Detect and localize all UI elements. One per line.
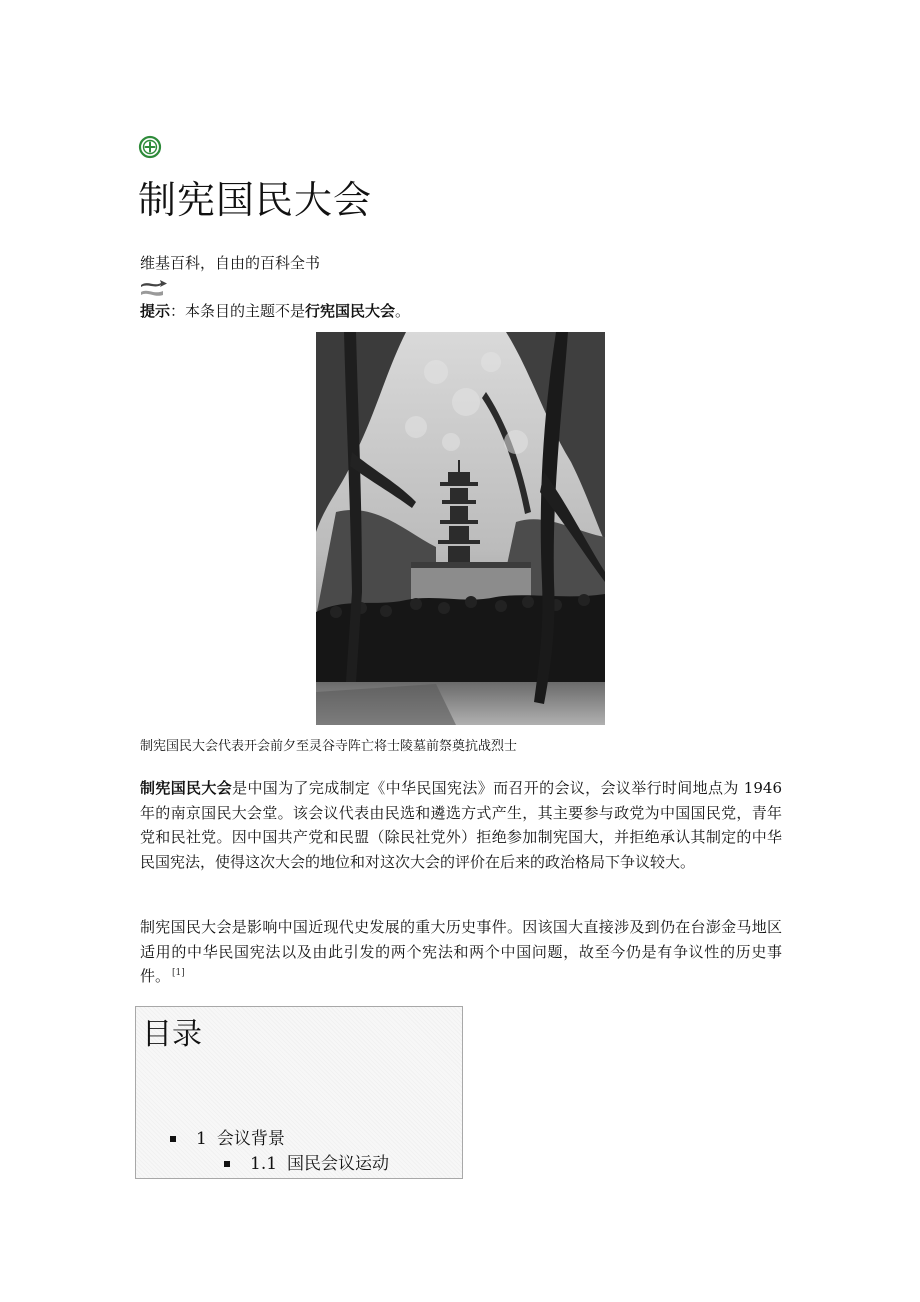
disambiguation-hint (140, 301, 410, 321)
hint-text: ：本条目的主题不是 (170, 302, 306, 320)
intro-paragraph (140, 776, 782, 874)
second-paragraph (140, 915, 782, 989)
toc-bullet (224, 1161, 230, 1167)
table-of-contents (135, 1006, 463, 1179)
toc-item-text (250, 1154, 389, 1174)
hint-suffix: 。 (395, 302, 411, 320)
disambiguation-arrows-icon (139, 277, 169, 299)
toc-item-number: 1 (196, 1129, 207, 1149)
intro-text: 是中国为了完成制定《中华民国宪法》而召开的会议，会议举行时间地点为 1946 年的南京国民大会堂。该会议代表由民选和遴选方式产生，其主要参与政党为中国国民党，青年党和民社党。因中国共产党和民盟（除民社党外）拒绝参加制宪国大，并拒绝承认其制定的中华民国宪法，使得这次大会的地位和对这次大会的评价在后来的政治格局下争议较大。 (140, 779, 782, 871)
second-text: 制宪国民大会是影响中国近现代史发展的重大历史事件。因该国大直接涉及到仍在台澎金马地区适用的中华民国宪法以及由此引发的两个宪法和两个中国问题，故至今仍是有争议性的历史事件。 (140, 918, 782, 985)
reference-link[interactable]: [1] (172, 968, 185, 978)
green-circle-plus-icon[interactable] (138, 135, 162, 159)
hint-link[interactable]: 行宪国民大会 (305, 302, 396, 320)
hint-label: 提示 (140, 302, 171, 320)
toc-item-label: 会议背景 (216, 1129, 285, 1149)
toc-bullet (170, 1136, 176, 1142)
photo-caption: 制宪国民大会代表开会前夕至灵谷寺阵亡将士陵墓前祭奠抗战烈士 (140, 739, 518, 754)
toc-title: 目录 (142, 1017, 202, 1052)
toc-subitem[interactable] (224, 1153, 389, 1175)
site-subtitle: 维基百科，自由的百科全书 (140, 254, 321, 272)
intro-bold-term: 制宪国民大会 (140, 779, 233, 797)
page-title: 制宪国民大会 (138, 178, 373, 222)
toc-item-number: 1.1 (250, 1154, 278, 1174)
toc-item-label: 国民会议运动 (287, 1154, 390, 1174)
toc-item-text (196, 1129, 285, 1149)
photo-illustration (316, 332, 605, 725)
article-photo[interactable] (316, 332, 605, 725)
toc-item[interactable] (170, 1128, 285, 1150)
